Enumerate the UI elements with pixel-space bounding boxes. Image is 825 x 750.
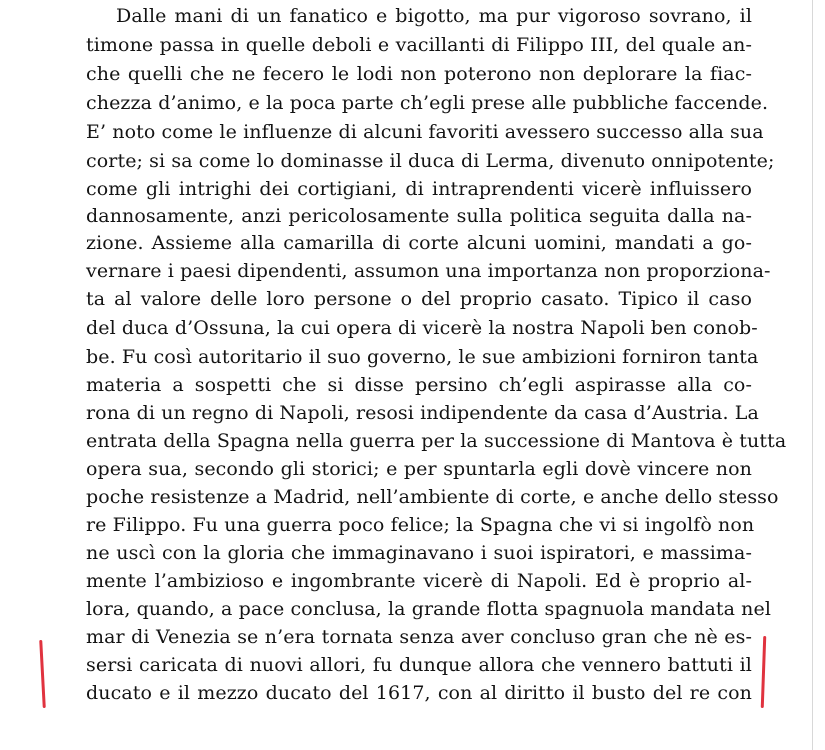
- text-line: mar di Venezia se n’era tornata senza aver concluso gran che nè es-: [86, 626, 752, 648]
- text-line: ducato e il mezzo ducato del 1617, con al diritto il busto del re con: [86, 682, 752, 704]
- text-line: ta al valore delle loro persone o del proprio casato. Tipico il caso: [86, 288, 752, 310]
- text-line: materia a sospetti che si disse persino ch’egli aspirasse alla co-: [86, 374, 752, 396]
- text-line: opera sua, secondo gli storici; e per spuntarla egli dovè vincere non: [86, 458, 752, 480]
- text-line: corte; si sa come lo dominasse il duca di Lerma, divenuto onnipotente;: [86, 150, 775, 172]
- text-line: del duca d’Ossuna, la cui opera di vicerè la nostra Napoli ben conob-: [86, 317, 758, 339]
- page-edge-divider: [812, 0, 813, 750]
- text-line: re Filippo. Fu una guerra poco felice; la Spagna che vi si ingolfò non: [86, 514, 755, 536]
- left-highlight-mark: [39, 640, 46, 708]
- text-line: timone passa in quelle deboli e vacillanti di Filippo III, del quale an-: [86, 34, 752, 56]
- text-line: dannosamente, anzi pericolosamente sulla politica seguita dalla na-: [86, 205, 752, 227]
- text-line: poche resistenze a Madrid, nell’ambiente di corte, e anche dello stesso: [86, 486, 779, 508]
- text-line: entrata della Spagna nella guerra per la successione di Mantova è tutta: [86, 430, 787, 452]
- text-line: Dalle mani di un fanatico e bigotto, ma pur vigoroso sovrano, il: [116, 5, 752, 27]
- text-line: zione. Assieme alla camarilla di corte alcuni uomini, mandati a go-: [86, 232, 752, 254]
- text-line: lora, quando, a pace conclusa, la grande flotta spagnuola mandata nel: [86, 598, 772, 620]
- text-line: vernare i paesi dipendenti, assumon una importanza non proporziona-: [86, 260, 771, 282]
- text-line: come gli intrighi dei cortigiani, di intraprendenti vicerè influissero: [86, 178, 752, 200]
- text-line: rona di un regno di Napoli, resosi indipendente da casa d’Austria. La: [86, 402, 759, 424]
- text-line: mente l’ambizioso e ingombrante vicerè di Napoli. Ed è proprio al-: [86, 570, 752, 592]
- text-line: E’ noto come le influenze di alcuni favoriti avessero successo alla sua: [86, 121, 764, 143]
- text-line: chezza d’animo, e la poca parte ch’egli prese alle pubbliche faccende.: [86, 92, 769, 114]
- right-highlight-mark: [761, 636, 767, 708]
- text-line: sersi caricata di nuovi allori, fu dunque allora che vennero battuti il: [86, 654, 752, 676]
- text-line: be. Fu così autoritario il suo governo, le sue ambizioni forniron tanta: [86, 346, 759, 368]
- text-line: che quelli che ne fecero le lodi non poterono non deplorare la fiac-: [86, 63, 752, 85]
- text-line: ne uscì con la gloria che immaginavano i suoi ispiratori, e massima-: [86, 542, 752, 564]
